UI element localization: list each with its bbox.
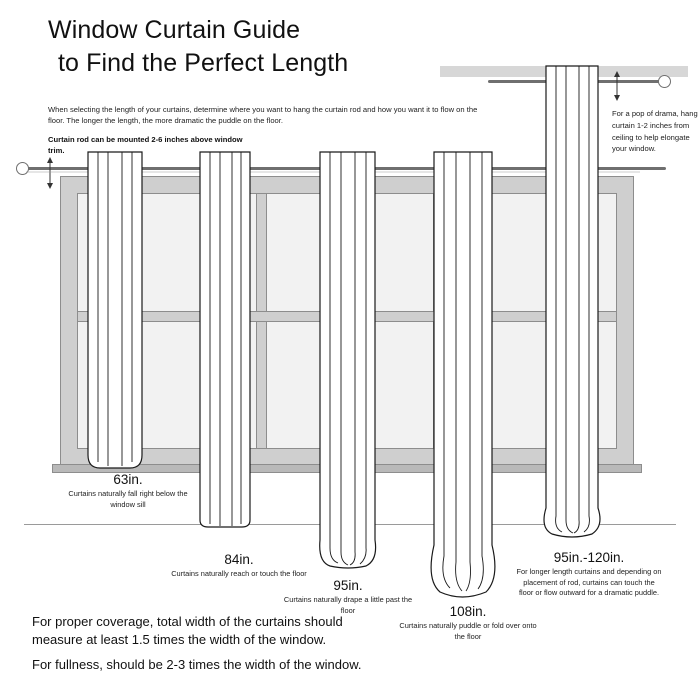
label-95-120in [516, 550, 662, 599]
label-84in-value: 84in. [224, 552, 254, 567]
label-108in [398, 604, 538, 642]
panel-108-shape [431, 152, 495, 597]
title-line-2: to Find the Perfect Length [58, 49, 349, 77]
panel-95-120-shape [544, 66, 600, 537]
label-84in [164, 552, 314, 580]
ceiling-height-arrow-right [614, 71, 620, 101]
label-84in-desc: Curtains naturally reach or touch the floor [171, 568, 307, 578]
rod-mount-note: Curtain rod can be mounted 2-6 inches above window trim. [48, 135, 243, 156]
label-63in-desc: Curtains naturally fall right below the window sill [68, 488, 188, 509]
label-63in-value: 63in. [113, 472, 143, 487]
label-95-120in-value: 95in.-120in. [553, 550, 625, 565]
label-95-120in-desc: For longer length curtains and depending on placement of rod, curtains can touch the floor or flow outward for a dramatic puddle. [516, 566, 662, 598]
label-95in [278, 578, 418, 616]
label-63in [58, 472, 198, 510]
label-108in-desc: Curtains naturally puddle or fold over onto the floor [399, 620, 537, 641]
panel-63-shape [88, 152, 142, 468]
footer-line-1: For proper coverage, total width of the curtains should measure at least 1.5 times the width of the window. [32, 614, 343, 648]
label-95in-value: 95in. [333, 578, 363, 593]
rod-height-arrow-left [47, 157, 53, 189]
footer-text [32, 613, 392, 674]
title-line-1: Window Curtain Guide [48, 16, 301, 44]
footer-line-2: For fullness, should be 2-3 times the width of the window. [32, 656, 362, 672]
label-95in-desc: Curtains naturally drape a little past the floor [283, 594, 413, 615]
panel-95-shape [320, 152, 376, 568]
ceiling-hang-note: For a pop of drama, hang curtain 1-2 inches from ceiling to help elongate your window. [612, 109, 698, 154]
panel-84-shape [200, 152, 250, 527]
label-108in-value: 108in. [449, 604, 487, 619]
intro-paragraph: When selecting the length of your curtains, determine where you want to hang the curtain rod and how you want it to flow on the floor. The longer the length, the more dramatic the puddle on the floor. [48, 105, 478, 126]
